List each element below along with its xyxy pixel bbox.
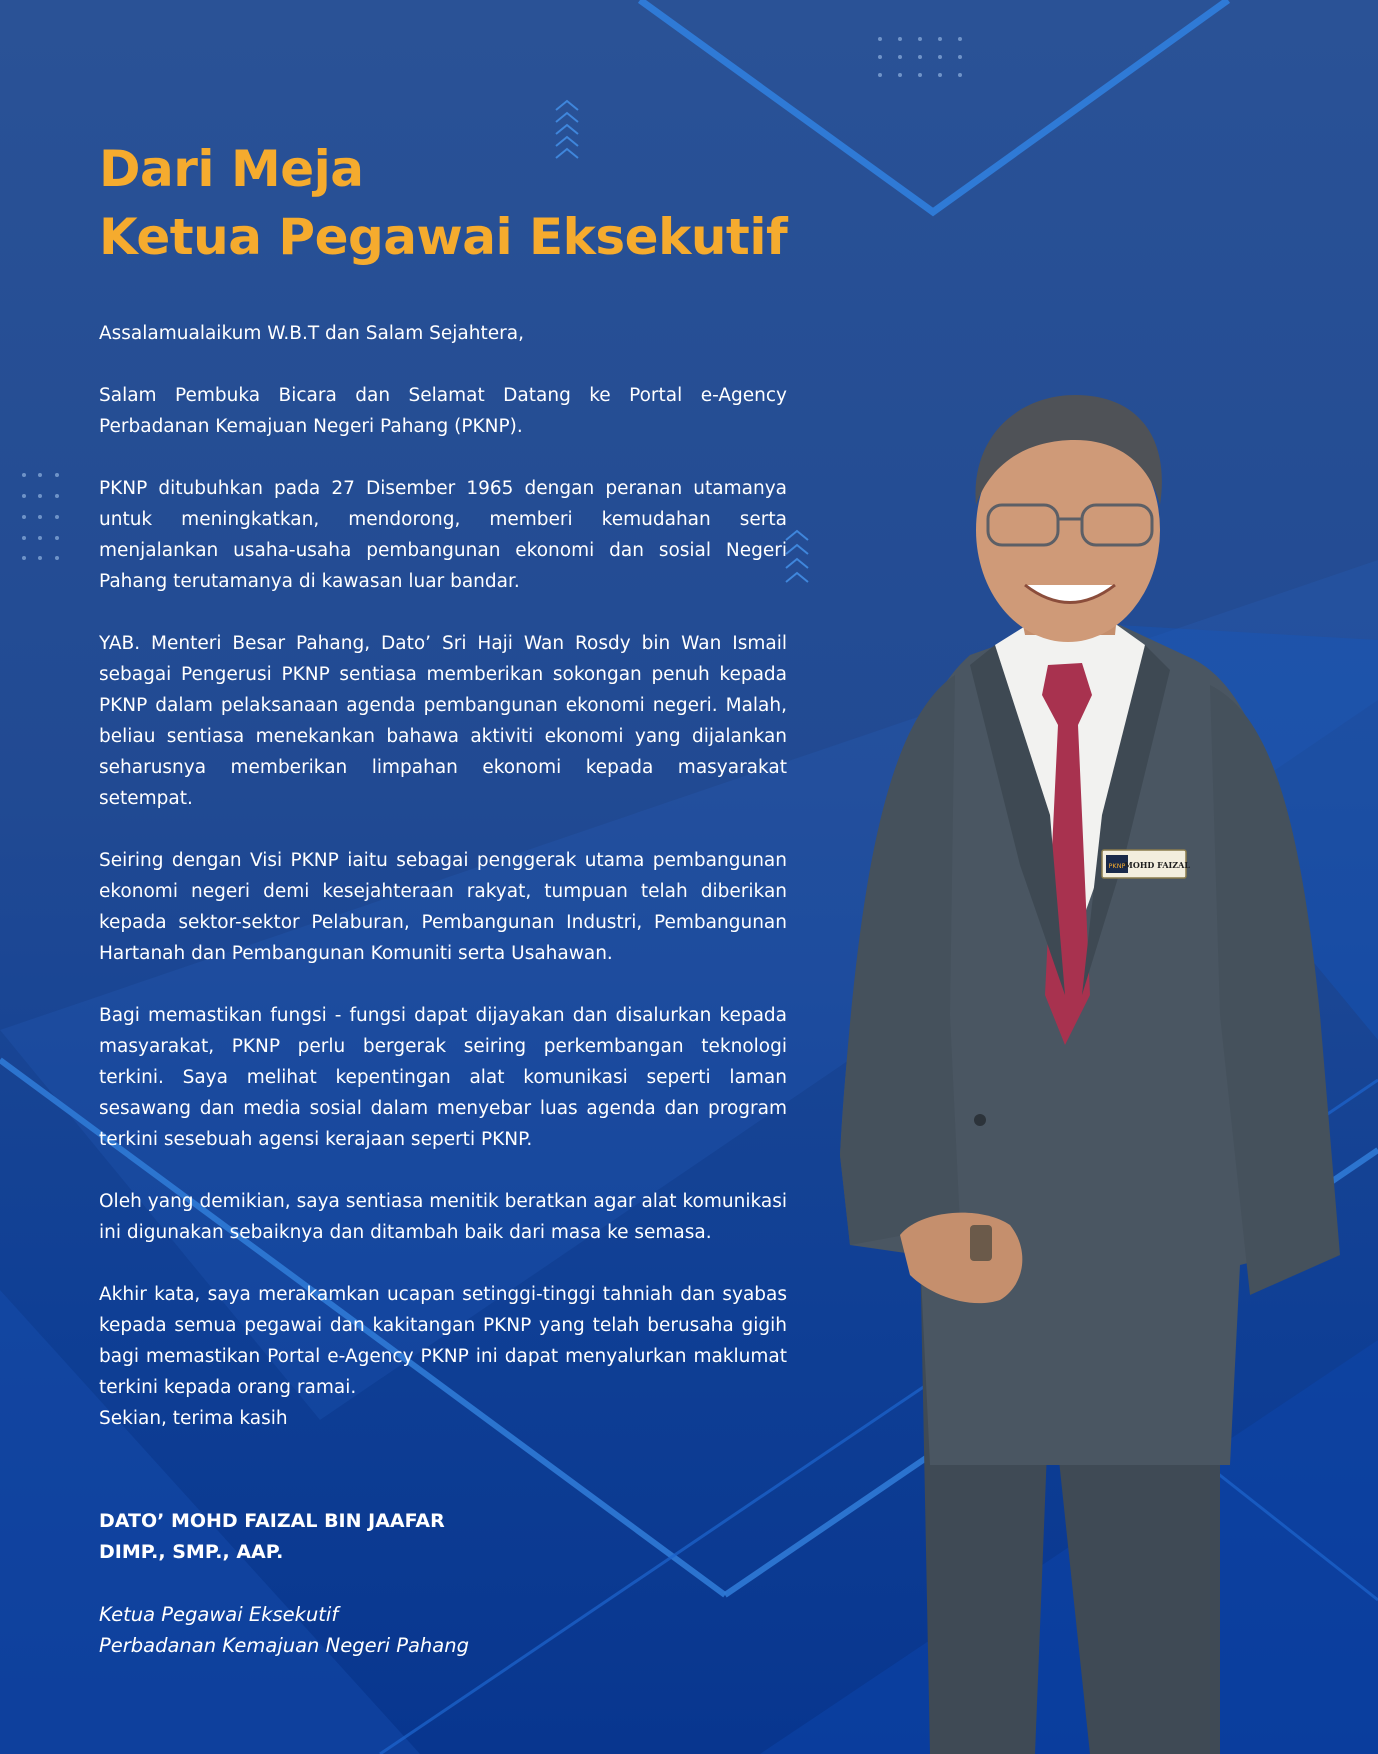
dot-grid-left [22, 473, 59, 560]
signatory-organization: Perbadanan Kemajuan Negeri Pahang [99, 1634, 469, 1657]
letter-body [99, 318, 787, 1434]
title-line-1: Dari Meja [99, 140, 364, 198]
page-title [99, 135, 787, 271]
signatory-role: Ketua Pegawai Eksekutif [99, 1603, 339, 1626]
paragraph: Akhir kata, saya merakamkan ucapan setinggi-tinggi tahniah dan syabas kepada semua pegawai dan kakitangan PKNP yang telah berusaha gigih bagi memastikan Portal e-Agency PKNP ini dapat menyalurkan maklumat terkini kepada orang ramai. [99, 1284, 787, 1398]
signatory-honors: DIMP., SMP., AAP. [99, 1541, 284, 1563]
dot-grid-top [878, 37, 962, 77]
paragraph: Seiring dengan Visi PKNP iaitu sebagai penggerak utama pembangunan ekonomi negeri demi kesejahteraan rakyat, tumpuan telah diberikan kepada sektor-sektor Pelaburan, Pembangunan Industri, Pembangunan Hartanah dan Pembangunan Komuniti serta Usahawan. [99, 850, 787, 964]
ceo-portrait [820, 395, 1360, 1754]
chevron-up-icon [786, 531, 808, 582]
paragraph: Oleh yang demikian, saya sentiasa menitik beratkan agar alat komunikasi ini digunakan sebaiknya dan ditambah baik dari masa ke semasa. [99, 1191, 787, 1243]
badge-name: MOHD FAIZAL [1124, 860, 1190, 870]
paragraph: Salam Pembuka Bicara dan Selamat Datang ke Portal e-Agency Perbadanan Kemajuan Negeri Pahang (PKNP). [99, 385, 787, 437]
greeting: Assalamualaikum W.B.T dan Salam Sejahtera, [99, 323, 524, 344]
signature-block [99, 1506, 469, 1661]
closing-line: Sekian, terima kasih [99, 1408, 288, 1429]
badge-logo: PKNP [1108, 862, 1126, 870]
paragraph: PKNP ditubuhkan pada 27 Disember 1965 dengan peranan utamanya untuk meningkatkan, mendorong, memberi kemudahan serta menjalankan usaha-usaha pembangunan ekonomi dan sosial Negeri Pahang terutamanya di kawasan luar bandar. [99, 478, 787, 592]
paragraph: Bagi memastikan fungsi - fungsi dapat dijayakan dan disalurkan kepada masyarakat, PKNP perlu bergerak seiring perkembangan teknologi terkini. Saya melihat kepentingan alat komunikasi seperti laman sesawang dan media sosial dalam menyebar luas agenda dan program terkini sesebuah agensi kerajaan seperti PKNP. [99, 1005, 787, 1150]
signatory-name: DATO’ MOHD FAIZAL BIN JAAFAR [99, 1510, 445, 1532]
title-line-2: Ketua Pegawai Eksekutif [99, 208, 788, 266]
paragraph: YAB. Menteri Besar Pahang, Dato’ Sri Haji Wan Rosdy bin Wan Ismail sebagai Pengerusi PKNP sentiasa memberikan sokongan penuh kepada PKNP dalam pelaksanaan agenda pembangunan ekonomi negeri. Malah, beliau sentiasa menekankan bahawa aktiviti ekonomi yang dijalankan seharusnya memberikan limpahan ekonomi kepada masyarakat setempat. [99, 633, 787, 809]
